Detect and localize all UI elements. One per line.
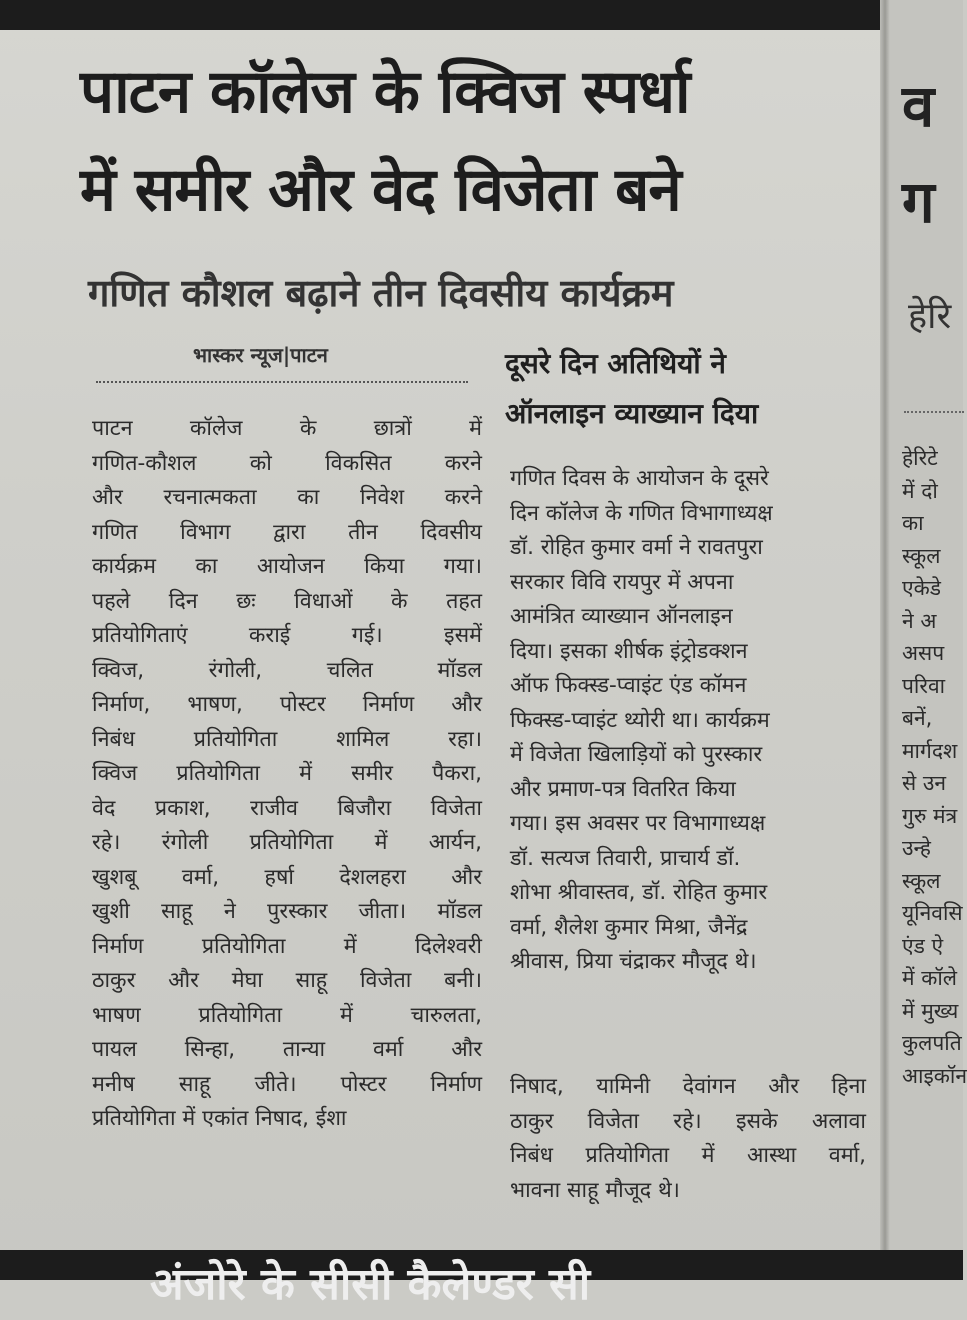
left-column-line: गणित-कौशल को विकसित करने bbox=[92, 450, 482, 476]
left-column-line: प्रतियोगिताएं कराई गई। इसमें bbox=[92, 623, 482, 648]
right-column-top-line: फिक्स्ड-प्वाइंट थ्योरी था। कार्यक्रम bbox=[510, 707, 770, 733]
right-column-top-line: दिन कॉलेज के गणित विभागाध्यक्ष bbox=[510, 500, 773, 526]
byline-rule bbox=[96, 381, 468, 383]
byline: भास्कर न्यूज|पाटन bbox=[193, 343, 328, 367]
right-column-top-line: दिया। इसका शीर्षक इंट्रोडक्शन bbox=[510, 638, 748, 664]
section-heading-line-1: दूसरे दिन अतिथियों ने bbox=[505, 347, 726, 380]
left-column-line: निर्माण प्रतियोगिता में दिलेश्वरी bbox=[92, 933, 482, 959]
adjacent-column-line: उन्हे bbox=[902, 836, 931, 860]
adjacent-column-line: असप bbox=[902, 641, 945, 665]
adjacent-column-line: स्कूल bbox=[902, 543, 941, 568]
adjacent-column-line: हेरिटे bbox=[902, 446, 938, 470]
left-column-line: खुशी साहू ने पुरस्कार जीता। मॉडल bbox=[92, 899, 482, 924]
left-column bbox=[92, 412, 482, 1137]
right-column-top-line: डॉ. सत्यज तिवारी, प्राचार्य डॉ. bbox=[510, 845, 741, 871]
fold-divider bbox=[880, 0, 890, 1280]
right-column-bottom-line: निषाद, यामिनी देवांगन और हिना bbox=[510, 1074, 866, 1099]
section-heading-line-2: ऑनलाइन व्याख्यान दिया bbox=[505, 397, 759, 430]
right-column-top-line: गया। इस अवसर पर विभागाध्यक्ष bbox=[510, 811, 766, 836]
left-column-line: कार्यक्रम का आयोजन किया गया। bbox=[92, 554, 482, 579]
right-column-bottom-line: निबंध प्रतियोगिता में आस्था वर्मा, bbox=[510, 1143, 866, 1168]
adjacent-column-line: गुरु मंत्र bbox=[902, 803, 958, 828]
adjacent-column-line: ने अ bbox=[902, 608, 937, 633]
left-column-line: प्रतियोगिता में एकांत निषाद, ईशा bbox=[92, 1106, 347, 1131]
adjacent-column-line: कुलपति bbox=[902, 1031, 962, 1055]
right-column-bottom-line: ठाकुर विजेता रहे। इसके अलावा bbox=[510, 1108, 866, 1134]
right-column-top-line: आमंत्रित व्याख्यान ऑनलाइन bbox=[510, 604, 733, 629]
adjacent-column-line: में दो bbox=[902, 478, 938, 503]
adjacent-column-line: का bbox=[902, 511, 924, 535]
left-column-line: भाषण प्रतियोगिता में चारुलता, bbox=[92, 1002, 482, 1028]
right-column-bottom bbox=[510, 1070, 866, 1208]
adjacent-subhead: हेरि bbox=[908, 296, 952, 337]
right-column-top-line: वर्मा, शैलेश कुमार मिश्रा, जैनेंद्र bbox=[510, 914, 748, 940]
left-column-line: वेद प्रकाश, राजीव बिजौरा विजेता bbox=[92, 795, 482, 821]
adjacent-column-line: मार्गदश bbox=[902, 738, 958, 763]
adjacent-article bbox=[890, 0, 967, 1280]
right-column-top bbox=[510, 462, 850, 980]
left-column-line: निबंध प्रतियोगिता शामिल रहा। bbox=[92, 726, 482, 752]
adjacent-column-line: से उन bbox=[902, 771, 947, 795]
adjacent-column-line: परिवा bbox=[902, 673, 946, 698]
left-column-line: पाटन कॉलेज के छात्रों में bbox=[92, 416, 482, 441]
right-column-top-line: ऑफ फिक्स्ड-प्वाइंट एंड कॉमन bbox=[510, 673, 747, 698]
left-column-line: क्विज प्रतियोगिता में समीर पैकरा, bbox=[92, 761, 482, 786]
right-column-top-line: सरकार विवि रायपुर में अपना bbox=[510, 569, 734, 595]
adjacent-column-line: यूनिवसि bbox=[902, 901, 963, 925]
right-column-top-line: शोभा श्रीवास्तव, डॉ. रोहित कुमार bbox=[510, 880, 768, 905]
left-column-line: क्विज, रंगोली, चलित मॉडल bbox=[92, 657, 482, 683]
right-column-top-line: श्रीवास, प्रिया चंद्राकर मौजूद थे। bbox=[510, 949, 757, 974]
adjacent-rule bbox=[904, 411, 964, 413]
left-column-line: ठाकुर और मेघा साहू विजेता बनी। bbox=[92, 968, 482, 993]
adjacent-column-line: एकेडे bbox=[902, 576, 941, 600]
adjacent-column-line: एंड ऐ bbox=[902, 933, 944, 958]
subheadline: गणित कौशल बढ़ाने तीन दिवसीय कार्यक्रम bbox=[88, 271, 674, 315]
left-column-line: पहले दिन छः विधाओं के तहत bbox=[92, 588, 482, 614]
left-column-line: रहे। रंगोली प्रतियोगिता में आर्यन, bbox=[92, 830, 482, 855]
adjacent-column-line: आइकॉन bbox=[902, 1063, 967, 1088]
left-column-line: निर्माण, भाषण, पोस्टर निर्माण और bbox=[92, 692, 482, 717]
top-edge-shadow bbox=[0, 0, 963, 30]
adjacent-column-line: स्कूल bbox=[902, 868, 941, 893]
left-column-line: खुशबू वर्मा, हर्षा देशलहरा और bbox=[92, 864, 482, 890]
left-column-line: गणित विभाग द्वारा तीन दिवसीय bbox=[92, 519, 482, 545]
headline-line-1: पाटन कॉलेज के क्विज स्पर्धा bbox=[80, 57, 690, 127]
adjacent-column-line: बनें, bbox=[902, 706, 933, 730]
adjacent-headline-2: ग bbox=[902, 168, 935, 236]
bottom-cut-headline: अंजोरे के सीसी कैलेण्डर सी bbox=[150, 1259, 591, 1310]
left-column-line: मनीष साहू जीते। पोस्टर निर्माण bbox=[92, 1071, 482, 1097]
right-column-top-line: गणित दिवस के आयोजन के दूसरे bbox=[510, 466, 769, 491]
headline-line-2: में समीर और वेद विजेता बने bbox=[80, 155, 681, 225]
right-column-top-line: और प्रमाण-पत्र वितरित किया bbox=[510, 776, 736, 802]
adjacent-headline-1: व bbox=[902, 72, 935, 140]
adjacent-column-line: में मुख्य bbox=[902, 998, 959, 1023]
left-column-line: और रचनात्मकता का निवेश करने bbox=[92, 485, 482, 510]
adjacent-column-line: में कॉले bbox=[902, 966, 958, 990]
right-column-top-line: में विजेता खिलाड़ियों को पुरस्कार bbox=[510, 742, 763, 767]
right-column-bottom-line: भावना साहू मौजूद थे। bbox=[510, 1177, 680, 1203]
right-column-top-line: डॉ. रोहित कुमार वर्मा ने रावतपुरा bbox=[510, 535, 763, 560]
left-column-line: पायल सिन्हा, तान्या वर्मा और bbox=[92, 1037, 482, 1062]
adjacent-column bbox=[902, 442, 967, 1092]
